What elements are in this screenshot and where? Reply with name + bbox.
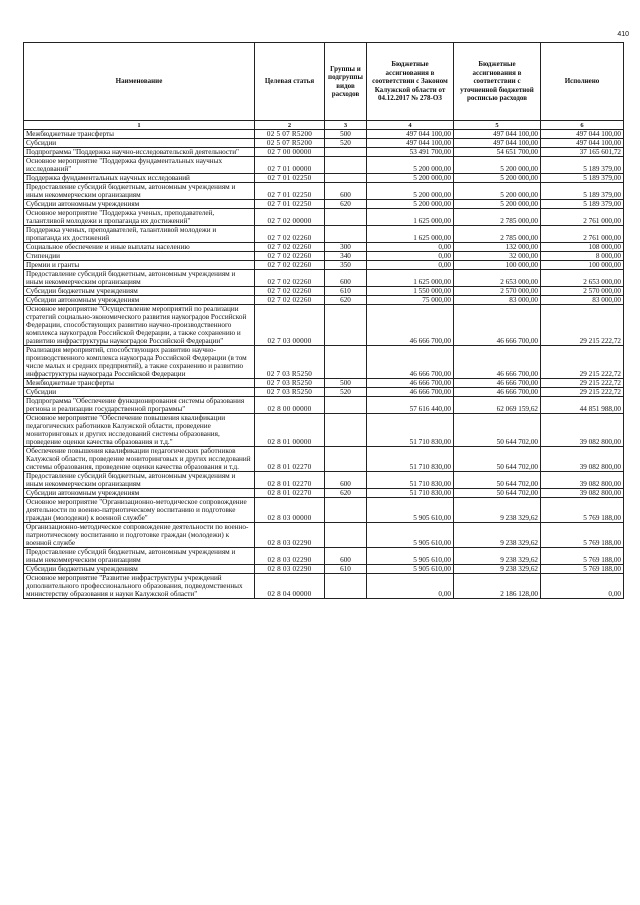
table-row [24, 346, 624, 379]
table-row [24, 209, 624, 226]
cell-law-allocation: 1 625 000,00 [367, 226, 454, 243]
cell-revised-allocation: 50 644 702,00 [454, 472, 541, 489]
column-number: 2 [255, 121, 325, 130]
cell-expense-group: 620 [325, 200, 367, 209]
page-number: 410 [617, 31, 629, 38]
cell-executed: 29 215 222,72 [541, 305, 624, 346]
cell-executed: 29 215 222,72 [541, 388, 624, 397]
cell-expense-group: 600 [325, 548, 367, 565]
cell-law-allocation: 51 710 830,00 [367, 472, 454, 489]
cell-executed: 44 851 988,00 [541, 397, 624, 414]
cell-target-article: 02 7 01 00000 [255, 157, 325, 174]
cell-expense-group: 500 [325, 130, 367, 139]
cell-executed: 2 761 000,00 [541, 226, 624, 243]
cell-executed: 5 189 379,00 [541, 174, 624, 183]
cell-name: Стипендии [24, 252, 255, 261]
cell-executed: 100 000,00 [541, 261, 624, 270]
cell-executed: 39 082 800,00 [541, 447, 624, 472]
cell-target-article: 02 7 03 R5250 [255, 379, 325, 388]
cell-law-allocation: 0,00 [367, 574, 454, 599]
cell-executed: 5 769 188,00 [541, 523, 624, 548]
cell-executed: 83 000,00 [541, 296, 624, 305]
cell-executed: 39 082 800,00 [541, 472, 624, 489]
cell-expense-group [325, 414, 367, 447]
table-row [24, 252, 624, 261]
table-row [24, 548, 624, 565]
cell-executed: 497 044 100,00 [541, 130, 624, 139]
cell-executed: 8 000,00 [541, 252, 624, 261]
cell-expense-group [325, 397, 367, 414]
cell-revised-allocation: 46 666 700,00 [454, 379, 541, 388]
table-row [24, 574, 624, 599]
cell-law-allocation: 46 666 700,00 [367, 388, 454, 397]
cell-target-article: 02 7 01 02250 [255, 174, 325, 183]
table-row [24, 472, 624, 489]
cell-law-allocation: 497 044 100,00 [367, 130, 454, 139]
cell-target-article: 02 7 03 R5250 [255, 388, 325, 397]
column-number-row [24, 121, 624, 130]
cell-name: Субсидии автономным учреждениям [24, 200, 255, 209]
cell-name: Основное мероприятие "Поддержка фундаментальных научных исследований" [24, 157, 255, 174]
cell-target-article: 02 7 02 02260 [255, 243, 325, 252]
cell-law-allocation: 5 200 000,00 [367, 174, 454, 183]
cell-target-article: 02 7 01 02250 [255, 183, 325, 200]
cell-name: Основное мероприятие "Поддержка ученых, преподавателей, талантливой молодежи и пропаганда их достижений" [24, 209, 255, 226]
cell-name: Межбюджетные трансферты [24, 130, 255, 139]
cell-name: Субсидии автономным учреждениям [24, 489, 255, 498]
header-revised-allocations: Бюджетные ассигнования в соответствии с уточненной бюджетной росписью расходов [454, 43, 541, 121]
cell-expense-group [325, 157, 367, 174]
cell-executed: 2 761 000,00 [541, 209, 624, 226]
cell-law-allocation: 51 710 830,00 [367, 414, 454, 447]
column-number: 1 [24, 121, 255, 130]
cell-expense-group: 610 [325, 287, 367, 296]
cell-target-article: 02 7 02 02260 [255, 261, 325, 270]
cell-revised-allocation: 9 238 329,62 [454, 565, 541, 574]
cell-executed: 5 769 188,00 [541, 498, 624, 523]
header-target-article: Целевая статья [255, 43, 325, 121]
cell-executed: 5 189 379,00 [541, 200, 624, 209]
cell-expense-group: 520 [325, 139, 367, 148]
table-row [24, 243, 624, 252]
column-number: 4 [367, 121, 454, 130]
cell-name: Межбюджетные трансферты [24, 379, 255, 388]
cell-revised-allocation: 32 000,00 [454, 252, 541, 261]
cell-law-allocation: 0,00 [367, 243, 454, 252]
column-number: 5 [454, 121, 541, 130]
cell-law-allocation: 5 200 000,00 [367, 200, 454, 209]
cell-name: Социальное обеспечение и иные выплаты населению [24, 243, 255, 252]
cell-executed: 2 653 000,00 [541, 270, 624, 287]
cell-law-allocation: 46 666 700,00 [367, 379, 454, 388]
cell-expense-group [325, 148, 367, 157]
cell-name: Субсидии автономным учреждениям [24, 296, 255, 305]
table-row [24, 489, 624, 498]
cell-executed: 0,00 [541, 574, 624, 599]
cell-revised-allocation: 83 000,00 [454, 296, 541, 305]
cell-name: Премии и гранты [24, 261, 255, 270]
cell-revised-allocation: 5 200 000,00 [454, 174, 541, 183]
cell-law-allocation: 0,00 [367, 261, 454, 270]
cell-law-allocation: 46 666 700,00 [367, 305, 454, 346]
cell-target-article: 02 8 03 02290 [255, 523, 325, 548]
cell-target-article: 02 8 03 00000 [255, 498, 325, 523]
cell-law-allocation: 1 625 000,00 [367, 209, 454, 226]
cell-revised-allocation: 2 785 000,00 [454, 209, 541, 226]
cell-target-article: 02 8 04 00000 [255, 574, 325, 599]
cell-executed: 497 044 100,00 [541, 139, 624, 148]
cell-revised-allocation: 5 200 000,00 [454, 183, 541, 200]
cell-expense-group: 610 [325, 565, 367, 574]
cell-revised-allocation: 132 000,00 [454, 243, 541, 252]
cell-executed: 5 189 379,00 [541, 157, 624, 174]
table-row [24, 498, 624, 523]
cell-executed: 37 165 601,72 [541, 148, 624, 157]
cell-target-article: 02 8 01 00000 [255, 414, 325, 447]
cell-name: Подпрограмма "Обеспечение функционирования системы образования региона и реализации государственной программы" [24, 397, 255, 414]
cell-target-article: 02 7 02 02260 [255, 252, 325, 261]
cell-law-allocation: 75 000,00 [367, 296, 454, 305]
cell-expense-group [325, 346, 367, 379]
cell-target-article: 02 7 03 00000 [255, 305, 325, 346]
cell-name: Реализация мероприятий, способствующих развитию научно-производственного комплекса наукограда Российской Федерации (в том числе малых и средних предприятий), а также сохранению и развитию инфраструктуры наукограда Российской Федерации [24, 346, 255, 379]
cell-revised-allocation: 100 000,00 [454, 261, 541, 270]
cell-name: Обеспечение повышения квалификации педагогических работников Калужской области, проведение мониторинговых и других исследований системы образования, проведение оценки качества образования и т.д. [24, 447, 255, 472]
cell-revised-allocation: 54 651 700,00 [454, 148, 541, 157]
table-row [24, 523, 624, 548]
cell-expense-group: 520 [325, 388, 367, 397]
table-row [24, 130, 624, 139]
table-row [24, 174, 624, 183]
cell-target-article: 02 5 07 R5200 [255, 130, 325, 139]
cell-name: Основное мероприятие "Организационно-методическое сопровождение деятельности по военно-патриотическому воспитанию и подготовке граждан (молодежи) к военной службе" [24, 498, 255, 523]
cell-executed: 108 000,00 [541, 243, 624, 252]
cell-expense-group: 600 [325, 472, 367, 489]
cell-law-allocation: 5 905 610,00 [367, 498, 454, 523]
table-row [24, 139, 624, 148]
cell-target-article: 02 7 02 00000 [255, 209, 325, 226]
table-row [24, 414, 624, 447]
table-row [24, 388, 624, 397]
cell-law-allocation: 5 905 610,00 [367, 548, 454, 565]
cell-expense-group [325, 226, 367, 243]
cell-name: Субсидии бюджетным учреждениям [24, 287, 255, 296]
cell-executed: 5 769 188,00 [541, 565, 624, 574]
cell-law-allocation: 5 905 610,00 [367, 565, 454, 574]
cell-name: Организационно-методическое сопровождение деятельности по военно-патриотическому воспитанию и подготовке граждан (молодежи) к военной службе [24, 523, 255, 548]
cell-target-article: 02 7 02 02260 [255, 270, 325, 287]
cell-law-allocation: 46 666 700,00 [367, 346, 454, 379]
cell-revised-allocation: 2 570 000,00 [454, 287, 541, 296]
cell-law-allocation: 5 200 000,00 [367, 157, 454, 174]
table-row [24, 148, 624, 157]
table-row [24, 397, 624, 414]
cell-law-allocation: 5 905 610,00 [367, 523, 454, 548]
cell-revised-allocation: 9 238 329,62 [454, 548, 541, 565]
cell-expense-group: 500 [325, 379, 367, 388]
cell-expense-group [325, 174, 367, 183]
cell-name: Подпрограмма "Поддержка научно-исследовательской деятельности" [24, 148, 255, 157]
cell-revised-allocation: 46 666 700,00 [454, 305, 541, 346]
cell-expense-group: 340 [325, 252, 367, 261]
cell-law-allocation: 5 200 000,00 [367, 183, 454, 200]
cell-target-article: 02 7 02 02260 [255, 296, 325, 305]
table-row [24, 261, 624, 270]
cell-name: Основное мероприятие "Осуществление мероприятий по реализации стратегий социально-экономического развития наукоградов Российской Федерации, способствующих развитию научно-производственного комплекса наукоградов Российской Федерации, а также сохранению и развитию инфраструктуры наукоградов Российской Федерации" [24, 305, 255, 346]
cell-law-allocation: 0,00 [367, 252, 454, 261]
cell-target-article: 02 8 03 02290 [255, 565, 325, 574]
cell-target-article: 02 8 00 00000 [255, 397, 325, 414]
cell-target-article: 02 7 02 02260 [255, 287, 325, 296]
cell-target-article: 02 7 02 02260 [255, 226, 325, 243]
table-row [24, 565, 624, 574]
cell-name: Предоставление субсидий бюджетным, автономным учреждениям и иным некоммерческим организациям [24, 270, 255, 287]
cell-target-article: 02 8 01 02270 [255, 489, 325, 498]
cell-revised-allocation: 497 044 100,00 [454, 130, 541, 139]
cell-law-allocation: 57 616 440,00 [367, 397, 454, 414]
cell-executed: 39 082 800,00 [541, 489, 624, 498]
cell-executed: 39 082 800,00 [541, 414, 624, 447]
cell-expense-group: 620 [325, 489, 367, 498]
cell-revised-allocation: 9 238 329,62 [454, 498, 541, 523]
table-row [24, 226, 624, 243]
cell-name: Предоставление субсидий бюджетным, автономным учреждениям и иным некоммерческим организациям [24, 472, 255, 489]
cell-revised-allocation: 50 644 702,00 [454, 414, 541, 447]
cell-executed: 5 189 379,00 [541, 183, 624, 200]
cell-expense-group: 600 [325, 183, 367, 200]
header-executed: Исполнено [541, 43, 624, 121]
cell-expense-group: 620 [325, 296, 367, 305]
cell-target-article: 02 7 01 02250 [255, 200, 325, 209]
cell-executed: 2 570 000,00 [541, 287, 624, 296]
cell-revised-allocation: 2 785 000,00 [454, 226, 541, 243]
table-row [24, 200, 624, 209]
cell-expense-group [325, 209, 367, 226]
cell-revised-allocation: 46 666 700,00 [454, 388, 541, 397]
cell-law-allocation: 497 044 100,00 [367, 139, 454, 148]
table-row [24, 305, 624, 346]
cell-revised-allocation: 5 200 000,00 [454, 157, 541, 174]
cell-revised-allocation: 497 044 100,00 [454, 139, 541, 148]
cell-law-allocation: 1 550 000,00 [367, 287, 454, 296]
table-row [24, 183, 624, 200]
cell-expense-group: 350 [325, 261, 367, 270]
cell-revised-allocation: 50 644 702,00 [454, 489, 541, 498]
cell-revised-allocation: 46 666 700,00 [454, 346, 541, 379]
cell-expense-group [325, 447, 367, 472]
budget-table [23, 42, 624, 599]
cell-executed: 29 215 222,72 [541, 379, 624, 388]
cell-target-article: 02 8 01 02270 [255, 472, 325, 489]
cell-name: Основное мероприятие "Развитие инфраструктуры учреждений дополнительного профессионального образования, подведомственных министерству образования и науки Калужской области" [24, 574, 255, 599]
cell-law-allocation: 51 710 830,00 [367, 489, 454, 498]
header-name: Наименование [24, 43, 255, 121]
table-header-row [24, 43, 624, 121]
cell-name: Предоставление субсидий бюджетным, автономным учреждениям и иным некоммерческим организациям [24, 548, 255, 565]
cell-name: Субсидии [24, 388, 255, 397]
cell-target-article: 02 5 07 R5200 [255, 139, 325, 148]
table-row [24, 447, 624, 472]
cell-expense-group [325, 498, 367, 523]
cell-name: Предоставление субсидий бюджетным, автономным учреждениям и иным некоммерческим организациям [24, 183, 255, 200]
table-row [24, 379, 624, 388]
cell-revised-allocation: 50 644 702,00 [454, 447, 541, 472]
cell-law-allocation: 51 710 830,00 [367, 447, 454, 472]
table-row [24, 287, 624, 296]
cell-executed: 29 215 222,72 [541, 346, 624, 379]
cell-name: Субсидии бюджетным учреждениям [24, 565, 255, 574]
cell-law-allocation: 1 625 000,00 [367, 270, 454, 287]
table-row [24, 270, 624, 287]
cell-expense-group: 600 [325, 270, 367, 287]
cell-law-allocation: 53 491 700,00 [367, 148, 454, 157]
cell-revised-allocation: 62 069 159,62 [454, 397, 541, 414]
table-row [24, 296, 624, 305]
header-expense-groups: Группы и подгруппы видов расходов [325, 43, 367, 121]
cell-target-article: 02 8 03 02290 [255, 548, 325, 565]
cell-revised-allocation: 2 186 128,00 [454, 574, 541, 599]
cell-expense-group [325, 574, 367, 599]
column-number: 6 [541, 121, 624, 130]
cell-target-article: 02 8 01 02270 [255, 447, 325, 472]
cell-target-article: 02 7 00 00000 [255, 148, 325, 157]
column-number: 3 [325, 121, 367, 130]
cell-revised-allocation: 2 653 000,00 [454, 270, 541, 287]
cell-executed: 5 769 188,00 [541, 548, 624, 565]
cell-revised-allocation: 9 238 329,62 [454, 523, 541, 548]
cell-expense-group [325, 305, 367, 346]
cell-expense-group [325, 523, 367, 548]
cell-expense-group: 300 [325, 243, 367, 252]
cell-name: Субсидии [24, 139, 255, 148]
cell-name: Поддержка ученых, преподавателей, талантливой молодежи и пропаганда их достижений [24, 226, 255, 243]
cell-revised-allocation: 5 200 000,00 [454, 200, 541, 209]
cell-name: Основное мероприятие "Обеспечение повышения квалификации педагогических работников Калужской области, проведение мониторинговых и других исследований системы образования, проведение оценки качества образования и т.д." [24, 414, 255, 447]
header-law-allocations: Бюджетные ассигнования в соответствии с Законом Калужской области от 04.12.2017 № 278-ОЗ [367, 43, 454, 121]
cell-target-article: 02 7 03 R5250 [255, 346, 325, 379]
table-row [24, 157, 624, 174]
cell-name: Поддержка фундаментальных научных исследований [24, 174, 255, 183]
